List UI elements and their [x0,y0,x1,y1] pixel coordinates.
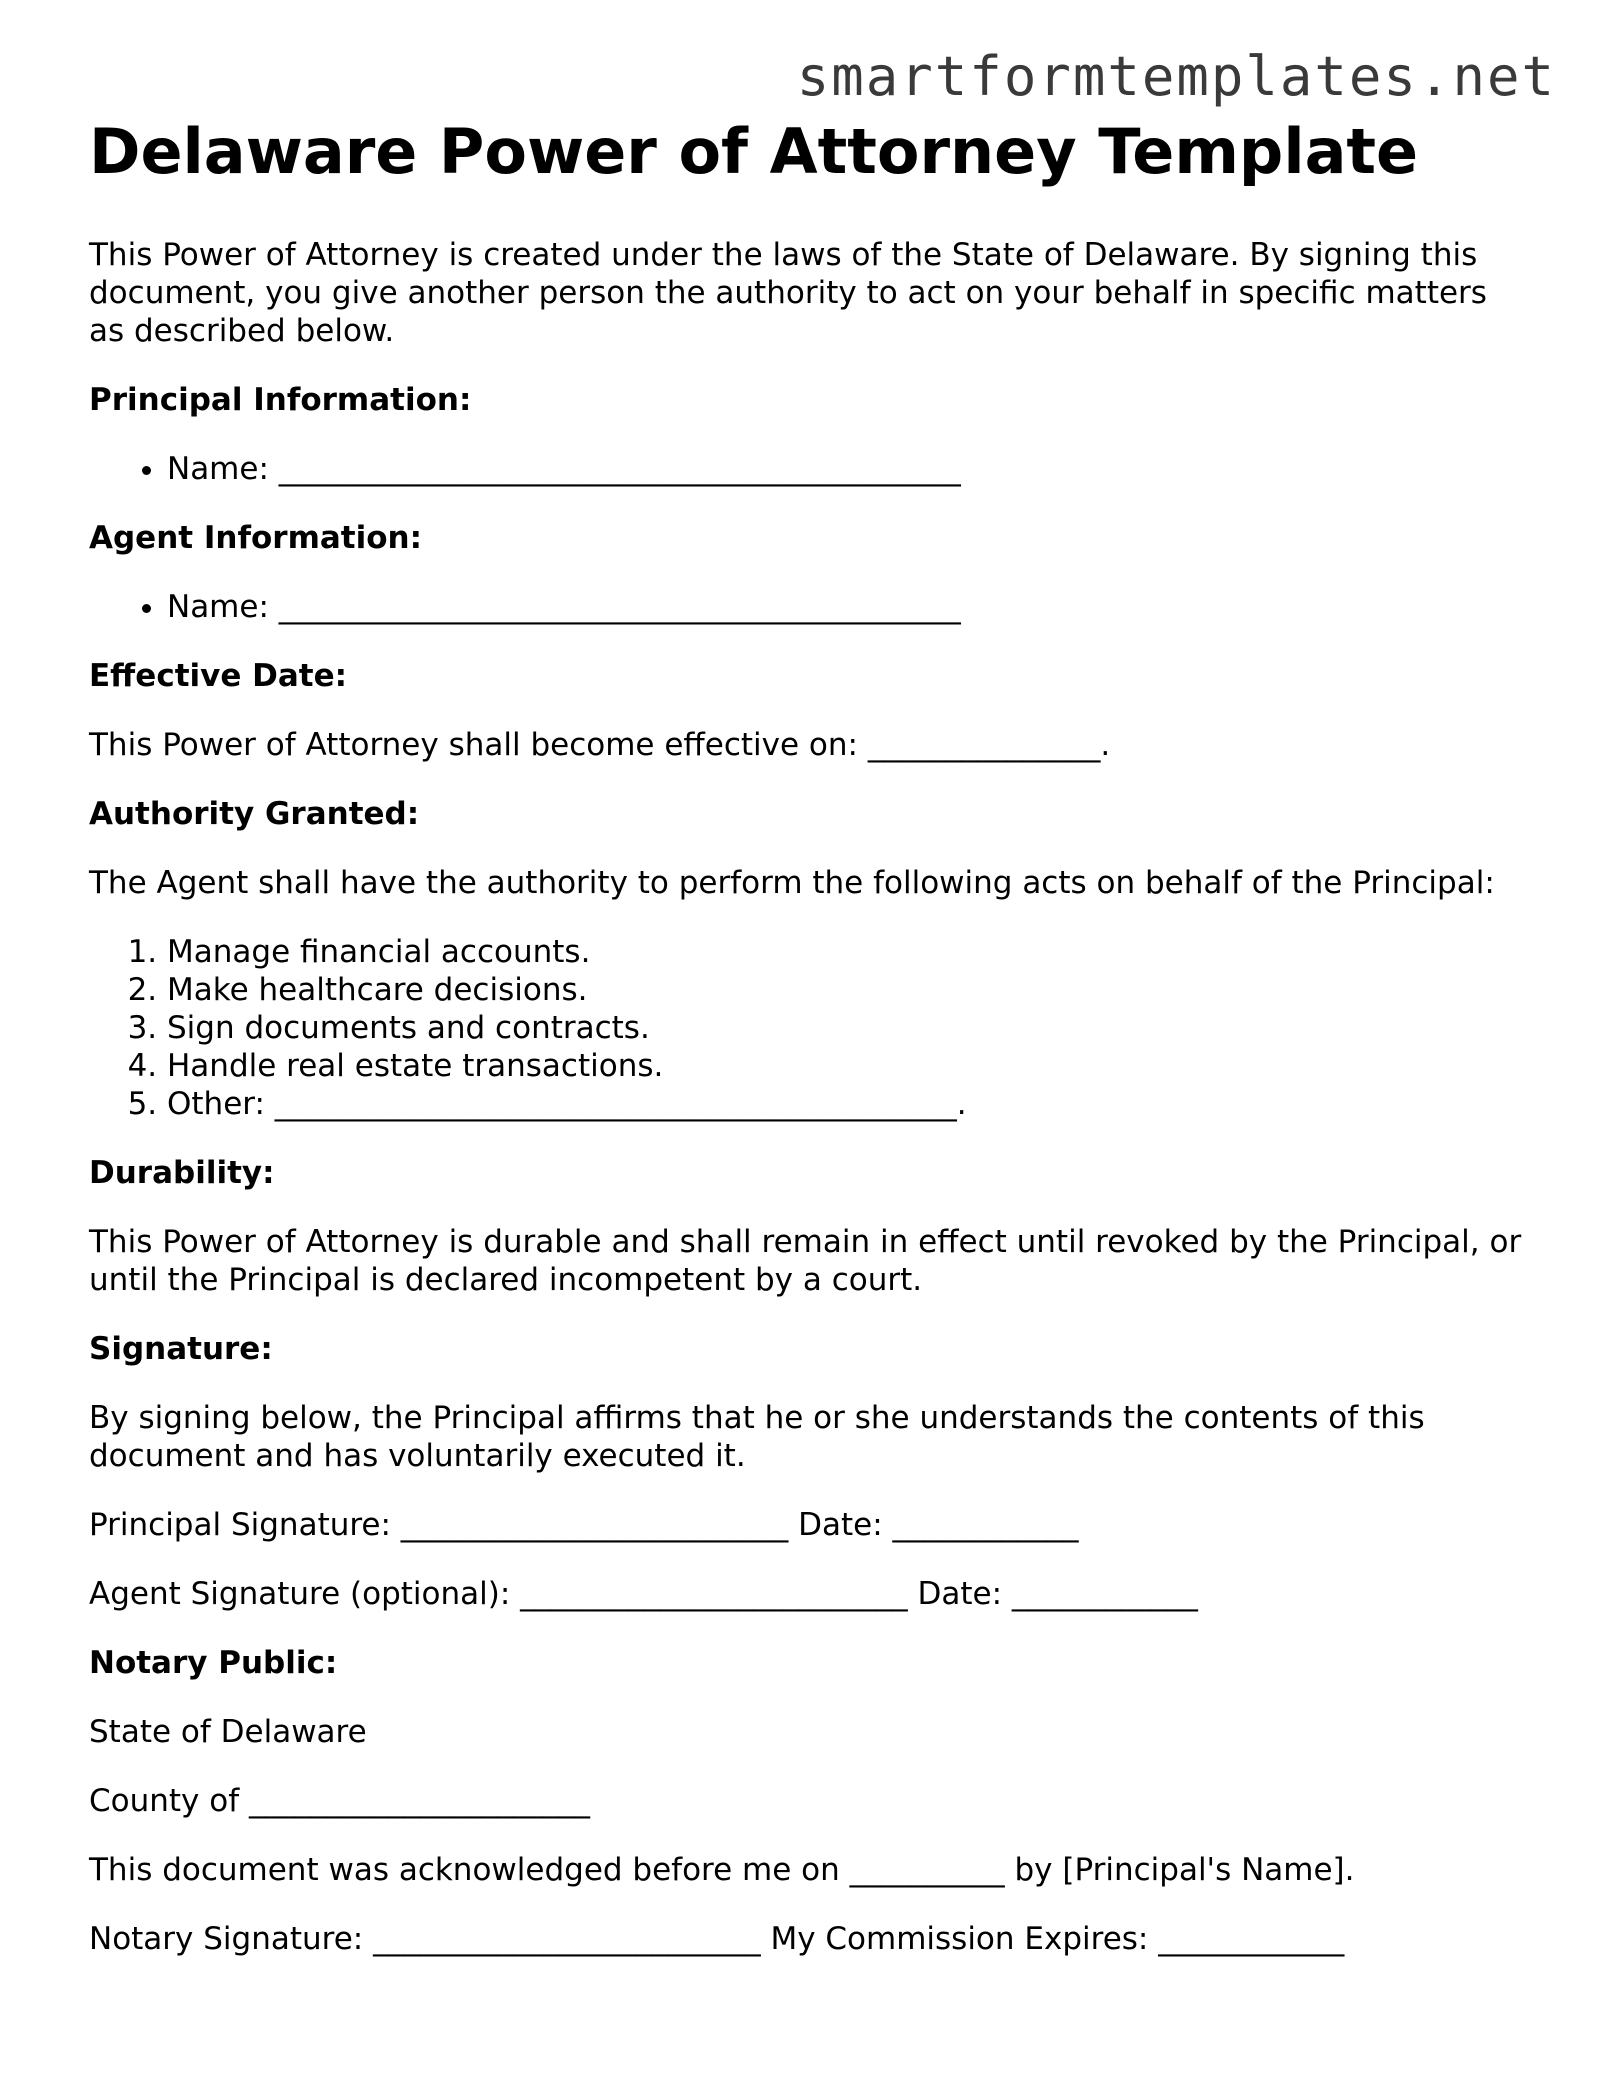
durability-text: This Power of Attorney is durable and shall remain in effect until revoked by the Principal, or until the Principal is declared incompetent by a court. [89,1224,1522,1298]
signature-heading: Signature: [89,1331,273,1367]
authority-item: 3. Sign documents and contracts. [167,1009,1529,1047]
notary-acknowledgement: This document was acknowledged before me on __________ by [Principal's Name]. [89,1852,1355,1888]
document-body [89,112,1529,1989]
authority-item: 4. Handle real estate transactions. [167,1047,1529,1085]
agent-signature-line: Agent Signature (optional): _________________________ Date: ____________ [89,1576,1198,1612]
authority-text: The Agent shall have the authority to perform the following acts on behalf of the Principal: [89,865,1495,901]
effective-date-heading: Effective Date: [89,658,348,694]
authority-list [89,933,1529,1123]
authority-heading: Authority Granted: [89,796,420,832]
authority-item-other: 5. Other: ____________________________________________. [167,1085,1529,1123]
authority-item: 2. Make healthcare decisions. [167,971,1529,1009]
page-title: Delaware Power of Attorney Template [89,115,1419,188]
agent-heading: Agent Information: [89,520,422,556]
effective-date-text: This Power of Attorney shall become effective on: _______________. [89,727,1111,763]
principal-list [89,450,1529,488]
intro-paragraph: This Power of Attorney is created under the laws of the State of Delaware. By signing this document, you give another person the authority to act on your behalf in specific matters as described below. [89,237,1487,349]
principal-signature-line: Principal Signature: _________________________ Date: ____________ [89,1507,1079,1543]
authority-item: 1. Manage financial accounts. [167,933,1529,971]
notary-heading: Notary Public: [89,1645,338,1681]
signature-text: By signing below, the Principal affirms that he or she understands the contents of this document and has voluntarily executed it. [89,1400,1425,1474]
agent-name-field: • Name: ____________________________________________ [167,588,1529,626]
agent-list [89,588,1529,626]
notary-county: County of ______________________ [89,1783,590,1819]
principal-heading: Principal Information: [89,382,472,418]
site-watermark: smartformtemplates.net [796,45,1556,108]
principal-name-field: • Name: ____________________________________________ [167,450,1529,488]
notary-state: State of Delaware [89,1714,367,1750]
durability-heading: Durability: [89,1155,275,1191]
notary-signature-line: Notary Signature: _________________________ My Commission Expires: ____________ [89,1921,1345,1957]
